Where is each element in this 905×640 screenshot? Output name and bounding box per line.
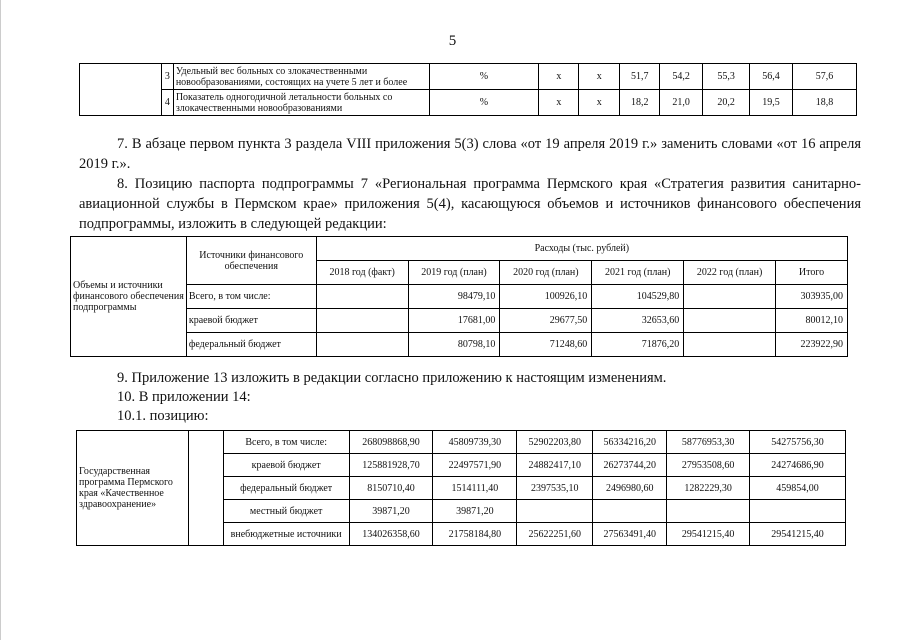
- table-row: [80, 90, 857, 116]
- value-cell: 45809739,30: [433, 431, 517, 454]
- value-cell: 32653,60: [592, 309, 684, 333]
- value-cell: 54,2: [660, 64, 703, 90]
- table-row: [80, 64, 857, 90]
- scan-edge: [0, 0, 1, 640]
- empty-cell: [80, 64, 162, 116]
- value-cell: 8150710,40: [349, 477, 433, 500]
- unit-cell: %: [429, 90, 539, 116]
- value-cell: 54275756,30: [750, 431, 846, 454]
- value-cell: 27953508,60: [667, 454, 750, 477]
- value-cell: [316, 333, 408, 357]
- value-cell: 303935,00: [776, 285, 848, 309]
- table-row: [71, 333, 848, 357]
- table-row: [71, 309, 848, 333]
- empty-cell: [188, 431, 223, 546]
- value-cell: 56334216,20: [593, 431, 667, 454]
- value-cell: 29677,50: [500, 309, 592, 333]
- value-cell: 29541215,40: [750, 523, 846, 546]
- value-cell: 24274686,90: [750, 454, 846, 477]
- source-label: федеральный бюджет: [223, 477, 349, 500]
- paragraph-7: [79, 134, 861, 174]
- expenses-header: Расходы (тыс. рублей): [316, 237, 847, 261]
- year-header: 2018 год (факт): [316, 261, 408, 285]
- value-cell: х: [539, 90, 579, 116]
- row-number: 3: [161, 64, 173, 90]
- value-cell: [517, 500, 593, 523]
- value-cell: 26273744,20: [593, 454, 667, 477]
- year-header: 2021 год (план): [592, 261, 684, 285]
- value-cell: 58776953,30: [667, 431, 750, 454]
- page-number: 5: [448, 33, 457, 49]
- value-cell: 39871,20: [349, 500, 433, 523]
- value-cell: 268098868,90: [349, 431, 433, 454]
- value-cell: 39871,20: [433, 500, 517, 523]
- value-cell: 2397535,10: [517, 477, 593, 500]
- indicators-table: [79, 63, 857, 116]
- value-cell: 51,7: [620, 64, 660, 90]
- value-cell: 1514111,40: [433, 477, 517, 500]
- value-cell: 29541215,40: [667, 523, 750, 546]
- value-cell: 56,4: [750, 64, 793, 90]
- value-cell: [684, 285, 776, 309]
- value-cell: 24882417,10: [517, 454, 593, 477]
- value-cell: [667, 500, 750, 523]
- program-table: [76, 430, 846, 546]
- source-label: краевой бюджет: [186, 309, 316, 333]
- value-cell: х: [579, 90, 620, 116]
- table-row: [77, 431, 846, 454]
- value-cell: 21,0: [660, 90, 703, 116]
- value-cell: 71876,20: [592, 333, 684, 357]
- value-cell: 18,2: [620, 90, 660, 116]
- value-cell: х: [579, 64, 620, 90]
- value-cell: 459854,00: [750, 477, 846, 500]
- sources-header: Источники финансового обеспечения: [186, 237, 316, 285]
- value-cell: х: [539, 64, 579, 90]
- value-cell: 223922,90: [776, 333, 848, 357]
- value-cell: 134026358,60: [349, 523, 433, 546]
- paragraph-10-1: [117, 406, 861, 426]
- paragraph-10-text: 10. В приложении 14:: [117, 389, 251, 405]
- source-label: местный бюджет: [223, 500, 349, 523]
- year-header: 2019 год (план): [408, 261, 500, 285]
- year-header: Итого: [776, 261, 848, 285]
- header-row: [71, 237, 848, 261]
- value-cell: 2496980,60: [593, 477, 667, 500]
- year-header: 2020 год (план): [500, 261, 592, 285]
- paragraph-10: [117, 387, 861, 407]
- value-cell: 21758184,80: [433, 523, 517, 546]
- source-label: краевой бюджет: [223, 454, 349, 477]
- indicator-name: Удельный вес больных со злокачественными новообразованиями, состоящих на учете 5 лет и более: [173, 64, 429, 90]
- value-cell: 80798,10: [408, 333, 500, 357]
- value-cell: 104529,80: [592, 285, 684, 309]
- value-cell: 55,3: [703, 64, 750, 90]
- value-cell: [593, 500, 667, 523]
- row-label: Государственная программа Пермского края «Качественное здравоохранение»: [77, 431, 189, 546]
- source-label: Всего, в том числе:: [223, 431, 349, 454]
- value-cell: [316, 285, 408, 309]
- table-row: [71, 285, 848, 309]
- value-cell: 71248,60: [500, 333, 592, 357]
- source-label: внебюджетные источники: [223, 523, 349, 546]
- value-cell: 18,8: [793, 90, 857, 116]
- paragraph-8-text: 8. Позицию паспорта подпрограммы 7 «Региональная программа Пермского края «Стратегия развития санитарно-авиационной службы в Пермском крае» приложения 5(4), касающуюся объемов и источников финансового обеспечения подпрограммы, изложить в следующей редакции:: [79, 176, 861, 232]
- value-cell: [684, 333, 776, 357]
- row-number: 4: [161, 90, 173, 116]
- value-cell: [316, 309, 408, 333]
- value-cell: 1282229,30: [667, 477, 750, 500]
- value-cell: 20,2: [703, 90, 750, 116]
- value-cell: 80012,10: [776, 309, 848, 333]
- paragraph-10-1-text: 10.1. позицию:: [117, 408, 209, 424]
- value-cell: [750, 500, 846, 523]
- value-cell: 22497571,90: [433, 454, 517, 477]
- source-label: Всего, в том числе:: [186, 285, 316, 309]
- paragraph-9-text: 9. Приложение 13 изложить в редакции согласно приложению к настоящим изменениям.: [117, 370, 667, 386]
- paragraph-8: [79, 174, 861, 234]
- value-cell: 98479,10: [408, 285, 500, 309]
- year-header: 2022 год (план): [684, 261, 776, 285]
- value-cell: 125881928,70: [349, 454, 433, 477]
- value-cell: [684, 309, 776, 333]
- indicator-name: Показатель одногодичной летальности больных со злокачественными новообразованиями: [173, 90, 429, 116]
- paragraph-7-text: 7. В абзаце первом пункта 3 раздела VIII приложения 5(3) слова «от 19 апреля 2019 г.» заменить словами «от 16 апреля 2019 г.».: [79, 136, 861, 172]
- financing-table: [70, 236, 848, 357]
- value-cell: 27563491,40: [593, 523, 667, 546]
- value-cell: 17681,00: [408, 309, 500, 333]
- row-label: Объемы и источники финансового обеспечения подпрограммы: [71, 237, 187, 357]
- value-cell: 19,5: [750, 90, 793, 116]
- paragraph-9: [117, 368, 861, 388]
- value-cell: 52902203,80: [517, 431, 593, 454]
- value-cell: 25622251,60: [517, 523, 593, 546]
- unit-cell: %: [429, 64, 539, 90]
- value-cell: 57,6: [793, 64, 857, 90]
- source-label: федеральный бюджет: [186, 333, 316, 357]
- value-cell: 100926,10: [500, 285, 592, 309]
